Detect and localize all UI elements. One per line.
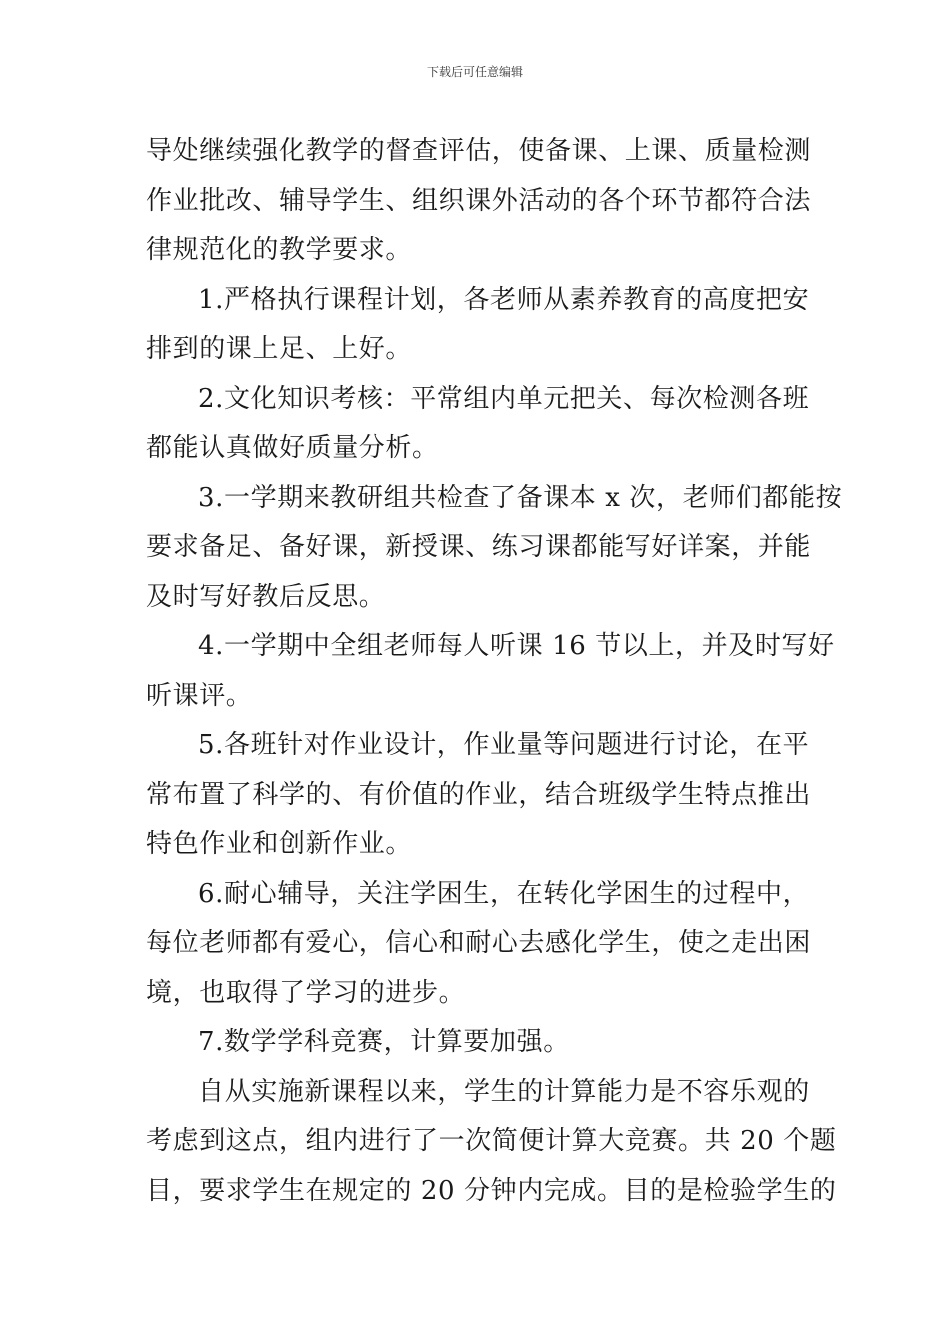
header-note: 下载后可任意编辑 xyxy=(426,65,523,79)
text-line-item-7: 7.数学学科竞赛，计算要加强。 xyxy=(198,1027,570,1057)
text-line: 作业批改、辅导学生、组织课外活动的各个环节都符合法 xyxy=(146,185,812,216)
text-line: 目，要求学生在规定的 20 分钟内完成。目的是检验学生的 xyxy=(146,1175,837,1206)
text-line-item-5: 5.各班针对作业设计，作业量等问题进行讨论，在平 xyxy=(198,730,810,760)
text-line-item-3: 3.一学期来教研组共检查了备课本 x 次，老师们都能按 xyxy=(198,482,843,513)
text-line: 特色作业和创新作业。 xyxy=(146,829,413,859)
text-line: 听课评。 xyxy=(146,680,253,711)
text-line: 考虑到这点，组内进行了一次简便计算大竞赛。共 20 个题 xyxy=(146,1126,837,1156)
text-line-item-6: 6.耐心辅导，关注学困生，在转化学困生的过程中， xyxy=(198,878,810,909)
text-line: 导处继续强化教学的督查评估，使备课、上课、质量检测 xyxy=(146,136,812,166)
text-line: 都能认真做好质量分析。 xyxy=(146,433,439,463)
text-line: 要求备足、备好课，新授课、练习课都能写好详案，并能 xyxy=(146,532,812,562)
text-line-item-4: 4.一学期中全组老师每人听课 16 节以上，并及时写好 xyxy=(198,631,835,661)
text-line: 境，也取得了学习的进步。 xyxy=(146,977,466,1008)
text-line: 常布置了科学的、有价值的作业，结合班级学生特点推出 xyxy=(146,779,812,810)
text-line-item-2: 2.文化知识考核：平常组内单元把关、每次检测各班 xyxy=(198,383,810,414)
text-line: 律规范化的教学要求。 xyxy=(146,235,413,265)
text-line-item-1: 1.严格执行课程计划，各老师从素养教育的高度把安 xyxy=(198,284,810,315)
document-body xyxy=(146,127,843,1216)
text-line: 每位老师都有爱心，信心和耐心去感化学生，使之走出困 xyxy=(146,928,812,958)
text-line: 排到的课上足、上好。 xyxy=(146,334,413,364)
text-line: 及时写好教后反思。 xyxy=(146,581,386,612)
text-line-paragraph: 自从实施新课程以来，学生的计算能力是不容乐观的 xyxy=(198,1076,810,1107)
